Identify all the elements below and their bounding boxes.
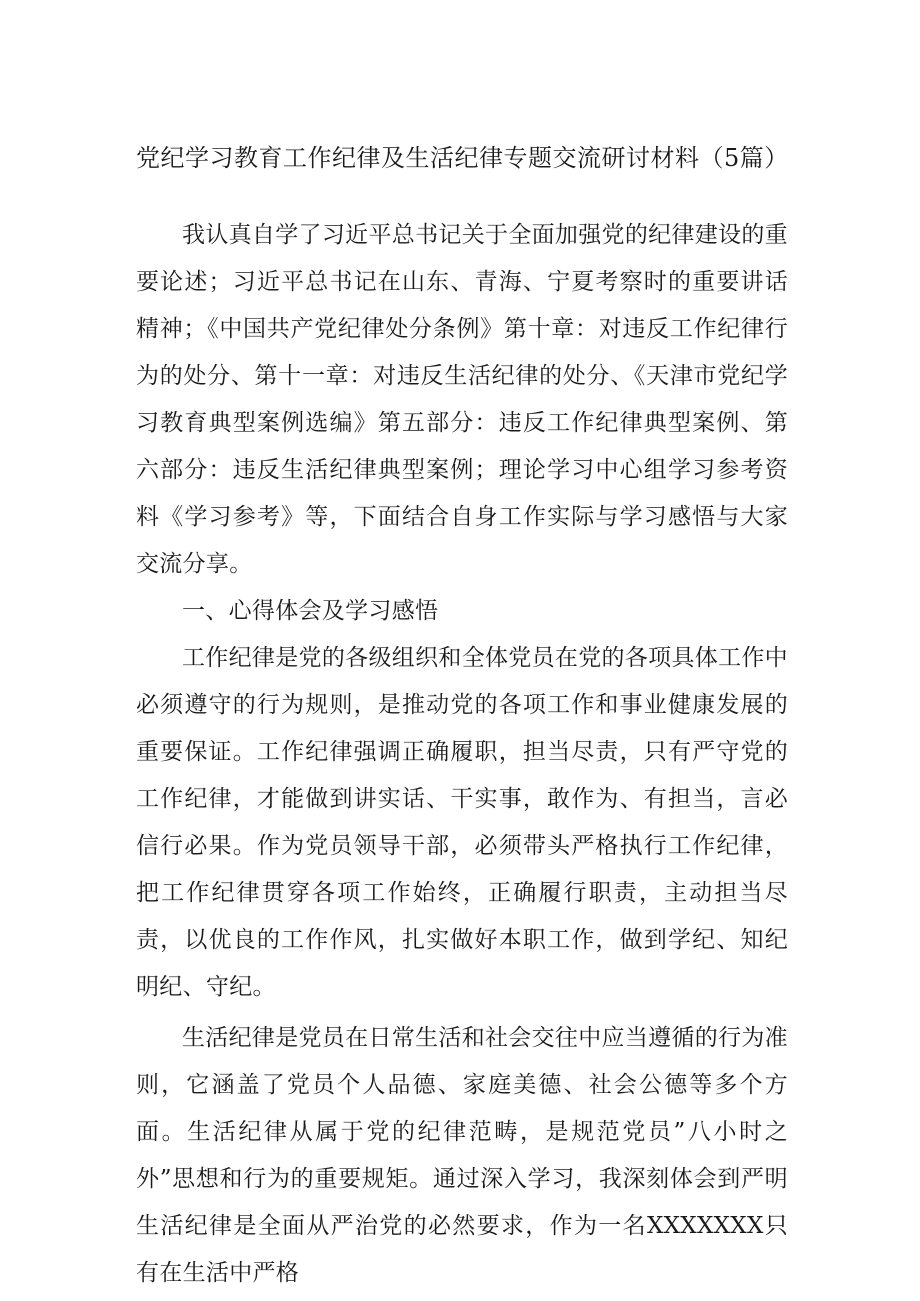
document-page — [136, 140, 788, 1297]
section-heading: 一、心得体会及学习感悟 — [182, 598, 439, 624]
document-title: 党纪学习教育工作纪律及生活纪律专题交流研讨材料（5篇） — [136, 144, 789, 172]
intro-paragraph: 我认真自学了习近平总书记关于全面加强党的纪律建设的重要论述；习近平总书记在山东、青海、宁夏考察时的重要讲话精神；《中国共产党纪律处分条例》第十章：对违反工作纪律行为的处分、第十一章：对违反生活纪律的处分、《天津市党纪学习教育典型案例选编》第五部分：违反工作纪律典型案例、第六部分：违反生活纪律典型案例；理论学习中心组学习参考资料《学习参考》等，下面结合自身工作实际与学习感悟与大家交流分享。 — [136, 222, 788, 577]
life-discipline-paragraph: 生活纪律是党员在日常生活和社会交往中应当遵循的行为准则，它涵盖了党员个人品德、家庭美德、社会公德等多个方面。生活纪律从属于党的纪律范畴，是规范党员”八小时之外”思想和行为的重要规矩。通过深入学习，我深刻体会到严明生活纪律是全面从严治党的必然要求，作为一名XXXXXXX只有在生活中严格 — [136, 1025, 788, 1286]
work-discipline-paragraph: 工作纪律是党的各级组织和全体党员在党的各项具体工作中必须遵守的行为规则，是推动党的各项工作和事业健康发展的重要保证。工作纪律强调正确履职，担当尽责，只有严守党的工作纪律，才能做到讲实话、干实事，敢作为、有担当，言必信行必果。作为党员领导干部，必须带头严格执行工作纪律，把工作纪律贯穿各项工作始终，正确履行职责，主动担当尽责，以优良的工作作风，扎实做好本职工作，做到学纪、知纪明纪、守纪。 — [136, 645, 788, 1000]
